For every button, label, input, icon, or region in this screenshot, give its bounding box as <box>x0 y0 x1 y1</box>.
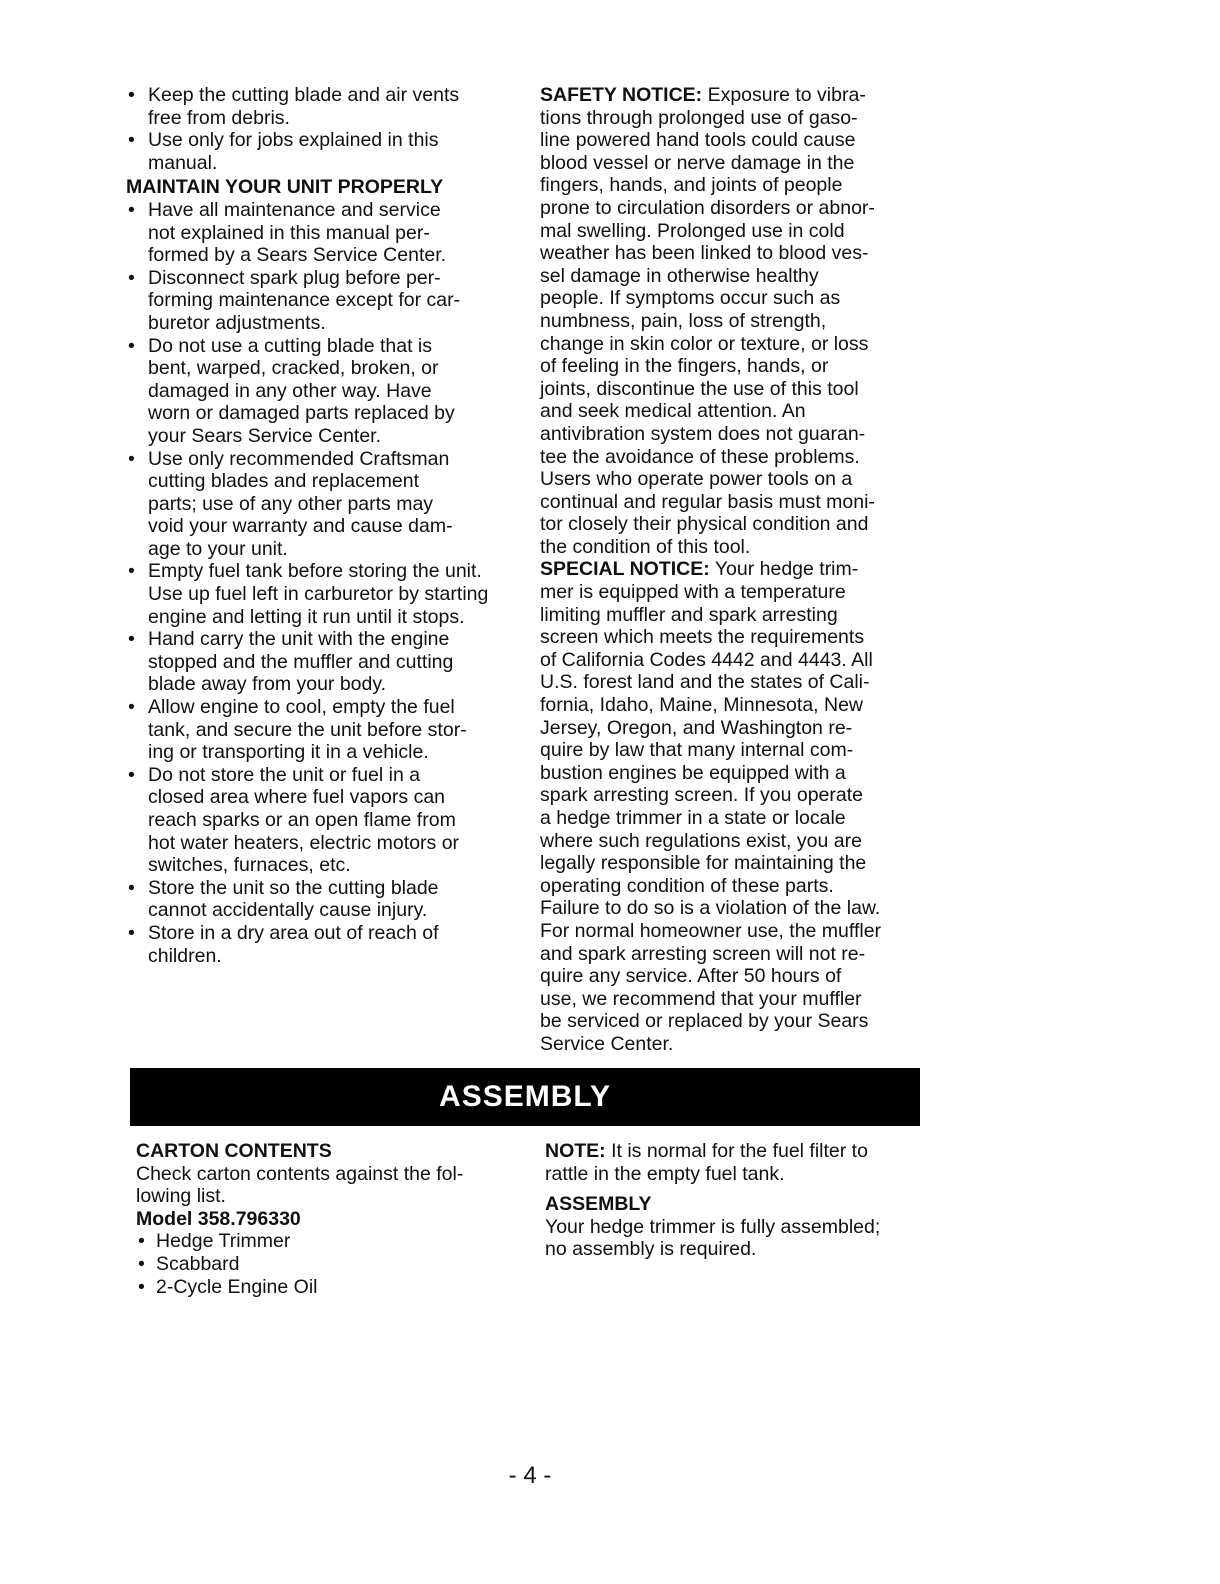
list-item <box>126 199 526 267</box>
model-number: Model 358.796330 <box>136 1207 301 1230</box>
safety-notice-line: and seek medical attention. An <box>540 400 806 423</box>
assembly-text-line: no assembly is required. <box>545 1238 757 1261</box>
special-notice-line: fornia, Idaho, Maine, Minnesota, New <box>540 694 864 717</box>
list-item-line: formed by a Sears Service Center. <box>148 244 447 267</box>
list-item-line: buretor adjustments. <box>148 311 326 334</box>
fuel-filter-note <box>545 1140 925 1185</box>
list-item-line: • Use only recommended Craftsman <box>148 447 450 470</box>
list-item-line: • Disconnect spark plug before per- <box>148 266 441 289</box>
carton-contents-section <box>136 1140 516 1298</box>
note-line: It is normal for the fuel filter to <box>605 1140 868 1162</box>
safety-notice-line: joints, discontinue the use of this tool <box>540 377 859 400</box>
list-item-line: bent, warped, cracked, broken, or <box>148 357 439 380</box>
safety-notice-line: the condition of this tool. <box>540 535 751 558</box>
list-item-line: • Have all maintenance and service <box>148 198 441 221</box>
list-item-line: • Hand carry the unit with the engine <box>148 628 450 651</box>
list-item-line: Use up fuel left in carburetor by starting <box>148 583 489 606</box>
left-column-safety <box>126 84 526 967</box>
list-item-line: • Store in a dry area out of reach of <box>148 921 439 944</box>
special-notice-line: bustion engines be equipped with a <box>540 761 846 784</box>
list-item <box>126 267 526 335</box>
safety-notice-line: sel damage in otherwise healthy <box>540 264 819 287</box>
safety-bullet-list <box>126 84 526 174</box>
intro-line: lowing list. <box>136 1185 226 1208</box>
list-item <box>126 560 526 628</box>
list-item-line: blade away from your body. <box>148 673 387 696</box>
assembly-text-line: Your hedge trimmer is fully assembled; <box>545 1215 881 1238</box>
list-item-line: not explained in this manual per- <box>148 221 430 244</box>
special-notice-line: limiting muffler and spark arresting <box>540 603 838 626</box>
list-item <box>126 922 526 967</box>
safety-notice-label: SAFETY NOTICE: <box>540 84 703 106</box>
section-heading-maintain: MAINTAIN YOUR UNIT PROPERLY <box>126 176 444 199</box>
special-notice-line: Service Center. <box>540 1032 674 1055</box>
safety-notice-line: prone to circulation disorders or abnor- <box>540 196 875 219</box>
special-notice-label: SPECIAL NOTICE: <box>540 558 710 581</box>
special-notice-line: For normal homeowner use, the muffler <box>540 919 882 942</box>
carton-contents-intro <box>136 1163 516 1208</box>
list-item-line: • Store the unit so the cutting blade <box>148 876 439 899</box>
list-item-line: engine and letting it run until it stops. <box>148 605 465 628</box>
special-notice-line: screen which meets the requirements <box>540 626 865 649</box>
list-item <box>126 448 526 561</box>
safety-notice-line: tee the avoidance of these problems. <box>540 445 860 468</box>
special-notice-line: U.S. forest land and the states of Cali- <box>540 671 870 694</box>
list-item-line: forming maintenance except for car- <box>148 289 461 312</box>
list-item <box>126 84 526 129</box>
right-column-notices <box>540 84 932 1056</box>
list-item-line: reach sparks or an open flame from <box>148 809 456 831</box>
special-notice-line: quire any service. After 50 hours of <box>540 965 842 988</box>
list-item <box>126 764 526 877</box>
carton-item: • 2-Cycle Engine Oil <box>136 1276 516 1299</box>
list-item <box>126 335 526 448</box>
list-item-line: free from debris. <box>148 106 290 129</box>
list-item-line: • Use only for jobs explained in this <box>148 129 439 152</box>
special-notice-line: of California Codes 4442 and 4443. All <box>540 648 873 671</box>
special-notice-line: be serviced or replaced by your Sears <box>540 1010 869 1033</box>
list-item-line: hot water heaters, electric motors or <box>148 831 460 854</box>
safety-notice-line: tions through prolonged use of gaso- <box>540 106 858 129</box>
list-item-line: cannot accidentally cause injury. <box>148 899 428 922</box>
safety-notice-paragraph <box>540 84 932 558</box>
special-notice-line: mer is equipped with a temperature <box>540 581 846 604</box>
list-item-line: damaged in any other way. Have <box>148 379 432 402</box>
list-item-line: • Do not use a cutting blade that is <box>148 334 433 357</box>
list-item-line: • Allow engine to cool, empty the fuel <box>148 696 455 719</box>
special-notice-line: and spark arresting screen will not re- <box>540 942 866 965</box>
special-notice-line: quire by law that many internal com- <box>540 739 854 762</box>
special-notice-line: a hedge trimmer in a state or locale <box>540 807 846 829</box>
list-item-line: children. <box>148 944 222 967</box>
safety-notice-line: fingers, hands, and joints of people <box>540 174 843 197</box>
carton-item: • Scabbard <box>136 1253 516 1276</box>
special-notice-line: operating condition of these parts. <box>540 874 834 897</box>
list-item-line: worn or damaged parts replaced by <box>148 402 455 425</box>
list-item-line: • Empty fuel tank before storing the unit. <box>148 560 482 583</box>
special-notice-line: where such regulations exist, you are <box>540 829 862 852</box>
intro-line: Check carton contents against the fol- <box>136 1162 464 1185</box>
special-notice-line: legally responsible for maintaining the <box>540 852 867 875</box>
special-notice-line: Failure to do so is a violation of the law. <box>540 897 881 920</box>
list-item-line: tank, and secure the unit before stor- <box>148 718 467 741</box>
special-notice-line: Jersey, Oregon, and Washington re- <box>540 716 853 739</box>
safety-notice-line: weather has been linked to blood ves- <box>540 242 869 265</box>
assembly-section-banner <box>130 1068 920 1126</box>
list-item-line: switches, furnaces, etc. <box>148 854 351 877</box>
safety-notice-line: tor closely their physical condition and <box>540 513 869 536</box>
banner-title: ASSEMBLY <box>439 1080 611 1113</box>
list-item-line: manual. <box>148 151 218 174</box>
list-item-line: closed area where fuel vapors can <box>148 786 446 809</box>
safety-notice-line: change in skin color or texture, or loss <box>540 332 869 355</box>
safety-notice-line: Users who operate power tools on a <box>540 468 853 491</box>
assembly-heading: ASSEMBLY <box>545 1193 652 1216</box>
list-item-line: • Keep the cutting blade and air vents <box>148 84 460 106</box>
carton-contents-heading: CARTON CONTENTS <box>136 1140 332 1162</box>
list-item <box>126 877 526 922</box>
special-notice-line: spark arresting screen. If you operate <box>540 784 863 807</box>
safety-notice-line: Exposure to vibra- <box>702 84 866 106</box>
page-number: - 4 - <box>508 1462 552 1489</box>
list-item <box>126 129 526 174</box>
special-notice-line: use, we recommend that your muffler <box>540 987 862 1010</box>
list-item-line: ing or transporting it in a vehicle. <box>148 741 429 764</box>
safety-notice-line: people. If symptoms occur such as <box>540 287 841 310</box>
list-item <box>126 696 526 764</box>
carton-item: • Hedge Trimmer <box>136 1230 516 1253</box>
list-item-line: stopped and the muffler and cutting <box>148 650 454 673</box>
list-item-line: void your warranty and cause dam- <box>148 515 453 538</box>
list-item <box>126 628 526 696</box>
list-item-line: cutting blades and replacement <box>148 470 420 493</box>
assembly-notes-section <box>545 1140 925 1261</box>
special-notice-paragraph <box>540 558 932 1055</box>
safety-notice-line: line powered hand tools could cause <box>540 129 856 152</box>
safety-notice-line: antivibration system does not guaran- <box>540 422 866 445</box>
safety-notice-line: of feeling in the fingers, hands, or <box>540 355 829 378</box>
special-notice-line: Your hedge trim- <box>709 558 859 581</box>
safety-notice-line: continual and regular basis must moni- <box>540 490 875 513</box>
assembly-text <box>545 1216 925 1261</box>
list-item-line: age to your unit. <box>148 537 288 560</box>
safety-notice-line: mal swelling. Prolonged use in cold <box>540 219 845 242</box>
maintenance-bullet-list <box>126 199 526 967</box>
carton-items-list <box>136 1230 516 1298</box>
safety-notice-line: numbness, pain, loss of strength, <box>540 309 827 332</box>
list-item-line: parts; use of any other parts may <box>148 492 434 515</box>
list-item-line: your Sears Service Center. <box>148 424 382 447</box>
note-label: NOTE: <box>545 1140 606 1162</box>
note-line: rattle in the empty fuel tank. <box>545 1162 785 1185</box>
safety-notice-line: blood vessel or nerve damage in the <box>540 151 855 174</box>
list-item-line: • Do not store the unit or fuel in a <box>148 763 421 786</box>
